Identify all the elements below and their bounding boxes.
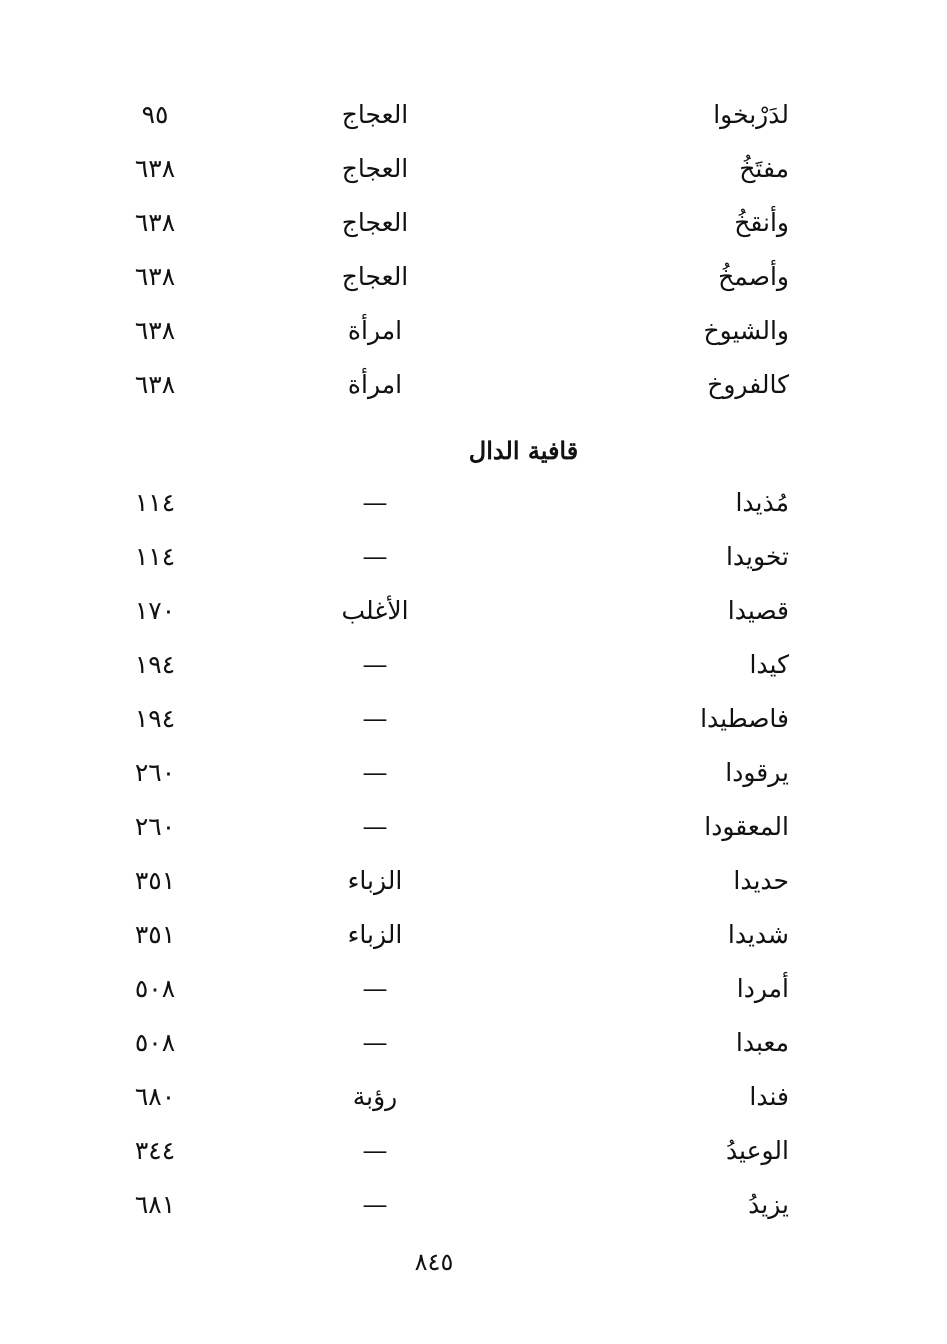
index-row <box>0 304 947 358</box>
index-row <box>0 854 947 908</box>
poet-name: الزباء <box>347 866 403 895</box>
poet-name: — <box>362 704 388 733</box>
index-row <box>0 358 947 412</box>
poet-name: — <box>362 974 388 1003</box>
poet-name: امرأة <box>347 370 403 399</box>
page-reference: ١٩٤ <box>134 704 176 733</box>
poet-name: — <box>362 1136 388 1165</box>
rhyme-word: وأصمخُ <box>718 262 789 291</box>
poet-name: الزباء <box>347 920 403 949</box>
page-reference: ٦٣٨ <box>134 154 176 183</box>
poet-name: العجاج <box>341 154 409 183</box>
index-row <box>0 908 947 962</box>
index-row <box>0 962 947 1016</box>
page-reference: ٦٣٨ <box>134 316 176 345</box>
rhyme-word: معبدا <box>735 1028 789 1057</box>
poet-name: — <box>362 542 388 571</box>
page-reference: ١٧٠ <box>134 596 176 625</box>
index-row <box>0 1016 947 1070</box>
page-reference: ١١٤ <box>134 542 176 571</box>
rhyme-word: شديدا <box>727 920 789 949</box>
index-row <box>0 746 947 800</box>
rhyme-word: أمردا <box>736 974 789 1003</box>
index-row <box>0 530 947 584</box>
rhyme-word: والشيوخ <box>703 316 789 345</box>
index-row <box>0 476 947 530</box>
page-number: ٨٤٥ <box>414 1248 454 1276</box>
index-row <box>0 638 947 692</box>
page-reference: ١١٤ <box>134 488 176 517</box>
page-reference: ٦٣٨ <box>134 208 176 237</box>
page-reference: ٣٤٤ <box>134 1136 176 1165</box>
poet-name: — <box>362 488 388 517</box>
section-heading <box>0 426 947 476</box>
page-reference: ٩٥ <box>141 100 169 129</box>
poet-name: رؤبة <box>352 1082 398 1111</box>
index-row <box>0 692 947 746</box>
rhyme-word: مفتَخُ <box>739 154 789 183</box>
page-reference: ٦٨١ <box>134 1190 176 1219</box>
rhyme-word: مُذيدا <box>735 488 789 517</box>
page-reference: ٣٥١ <box>134 866 176 895</box>
rhyme-word: قصيدا <box>727 596 789 625</box>
page-reference: ٥٠٨ <box>134 974 176 1003</box>
rhyme-word: حديدا <box>733 866 789 895</box>
rhyme-word: يزيدُ <box>748 1190 789 1219</box>
index-row <box>0 800 947 854</box>
page-reference: ٢٦٠ <box>134 758 176 787</box>
rhyme-word: تخويدا <box>725 542 789 571</box>
section-heading-text: قافية الدال <box>468 436 579 465</box>
index-row <box>0 1178 947 1232</box>
rhyme-word: وأنقخُ <box>734 208 789 237</box>
rhyme-word: الوعيدُ <box>725 1136 789 1165</box>
poet-name: العجاج <box>341 208 409 237</box>
page-reference: ٣٥١ <box>134 920 176 949</box>
rhyme-word: لدَرْبخوا <box>713 100 789 129</box>
page-reference: ٦٣٨ <box>134 370 176 399</box>
poet-name: العجاج <box>341 100 409 129</box>
index-row <box>0 1124 947 1178</box>
rhyme-word: المعقودا <box>704 812 789 841</box>
poet-name: العجاج <box>341 262 409 291</box>
poet-name: — <box>362 1190 388 1219</box>
poet-name: — <box>362 1028 388 1057</box>
index-row <box>0 142 947 196</box>
rhyme-word: كيدا <box>749 650 789 679</box>
index-row <box>0 1070 947 1124</box>
index-row <box>0 196 947 250</box>
poet-name: امرأة <box>347 316 403 345</box>
page-reference: ٦٣٨ <box>134 262 176 291</box>
index-row <box>0 250 947 304</box>
poet-name: — <box>362 812 388 841</box>
rhyme-word: فندا <box>749 1082 789 1111</box>
poet-name: الأغلب <box>341 596 409 625</box>
rhyme-word: كالفروخ <box>707 370 789 399</box>
index-row <box>0 88 947 142</box>
poet-name: — <box>362 650 388 679</box>
page-reference: ٢٦٠ <box>134 812 176 841</box>
rhyme-word: فاصطيدا <box>700 704 789 733</box>
page-reference: ٦٨٠ <box>134 1082 176 1111</box>
rhyme-word: يرقودا <box>725 758 789 787</box>
page-reference: ٥٠٨ <box>134 1028 176 1057</box>
page-reference: ١٩٤ <box>134 650 176 679</box>
index-row <box>0 584 947 638</box>
poet-name: — <box>362 758 388 787</box>
